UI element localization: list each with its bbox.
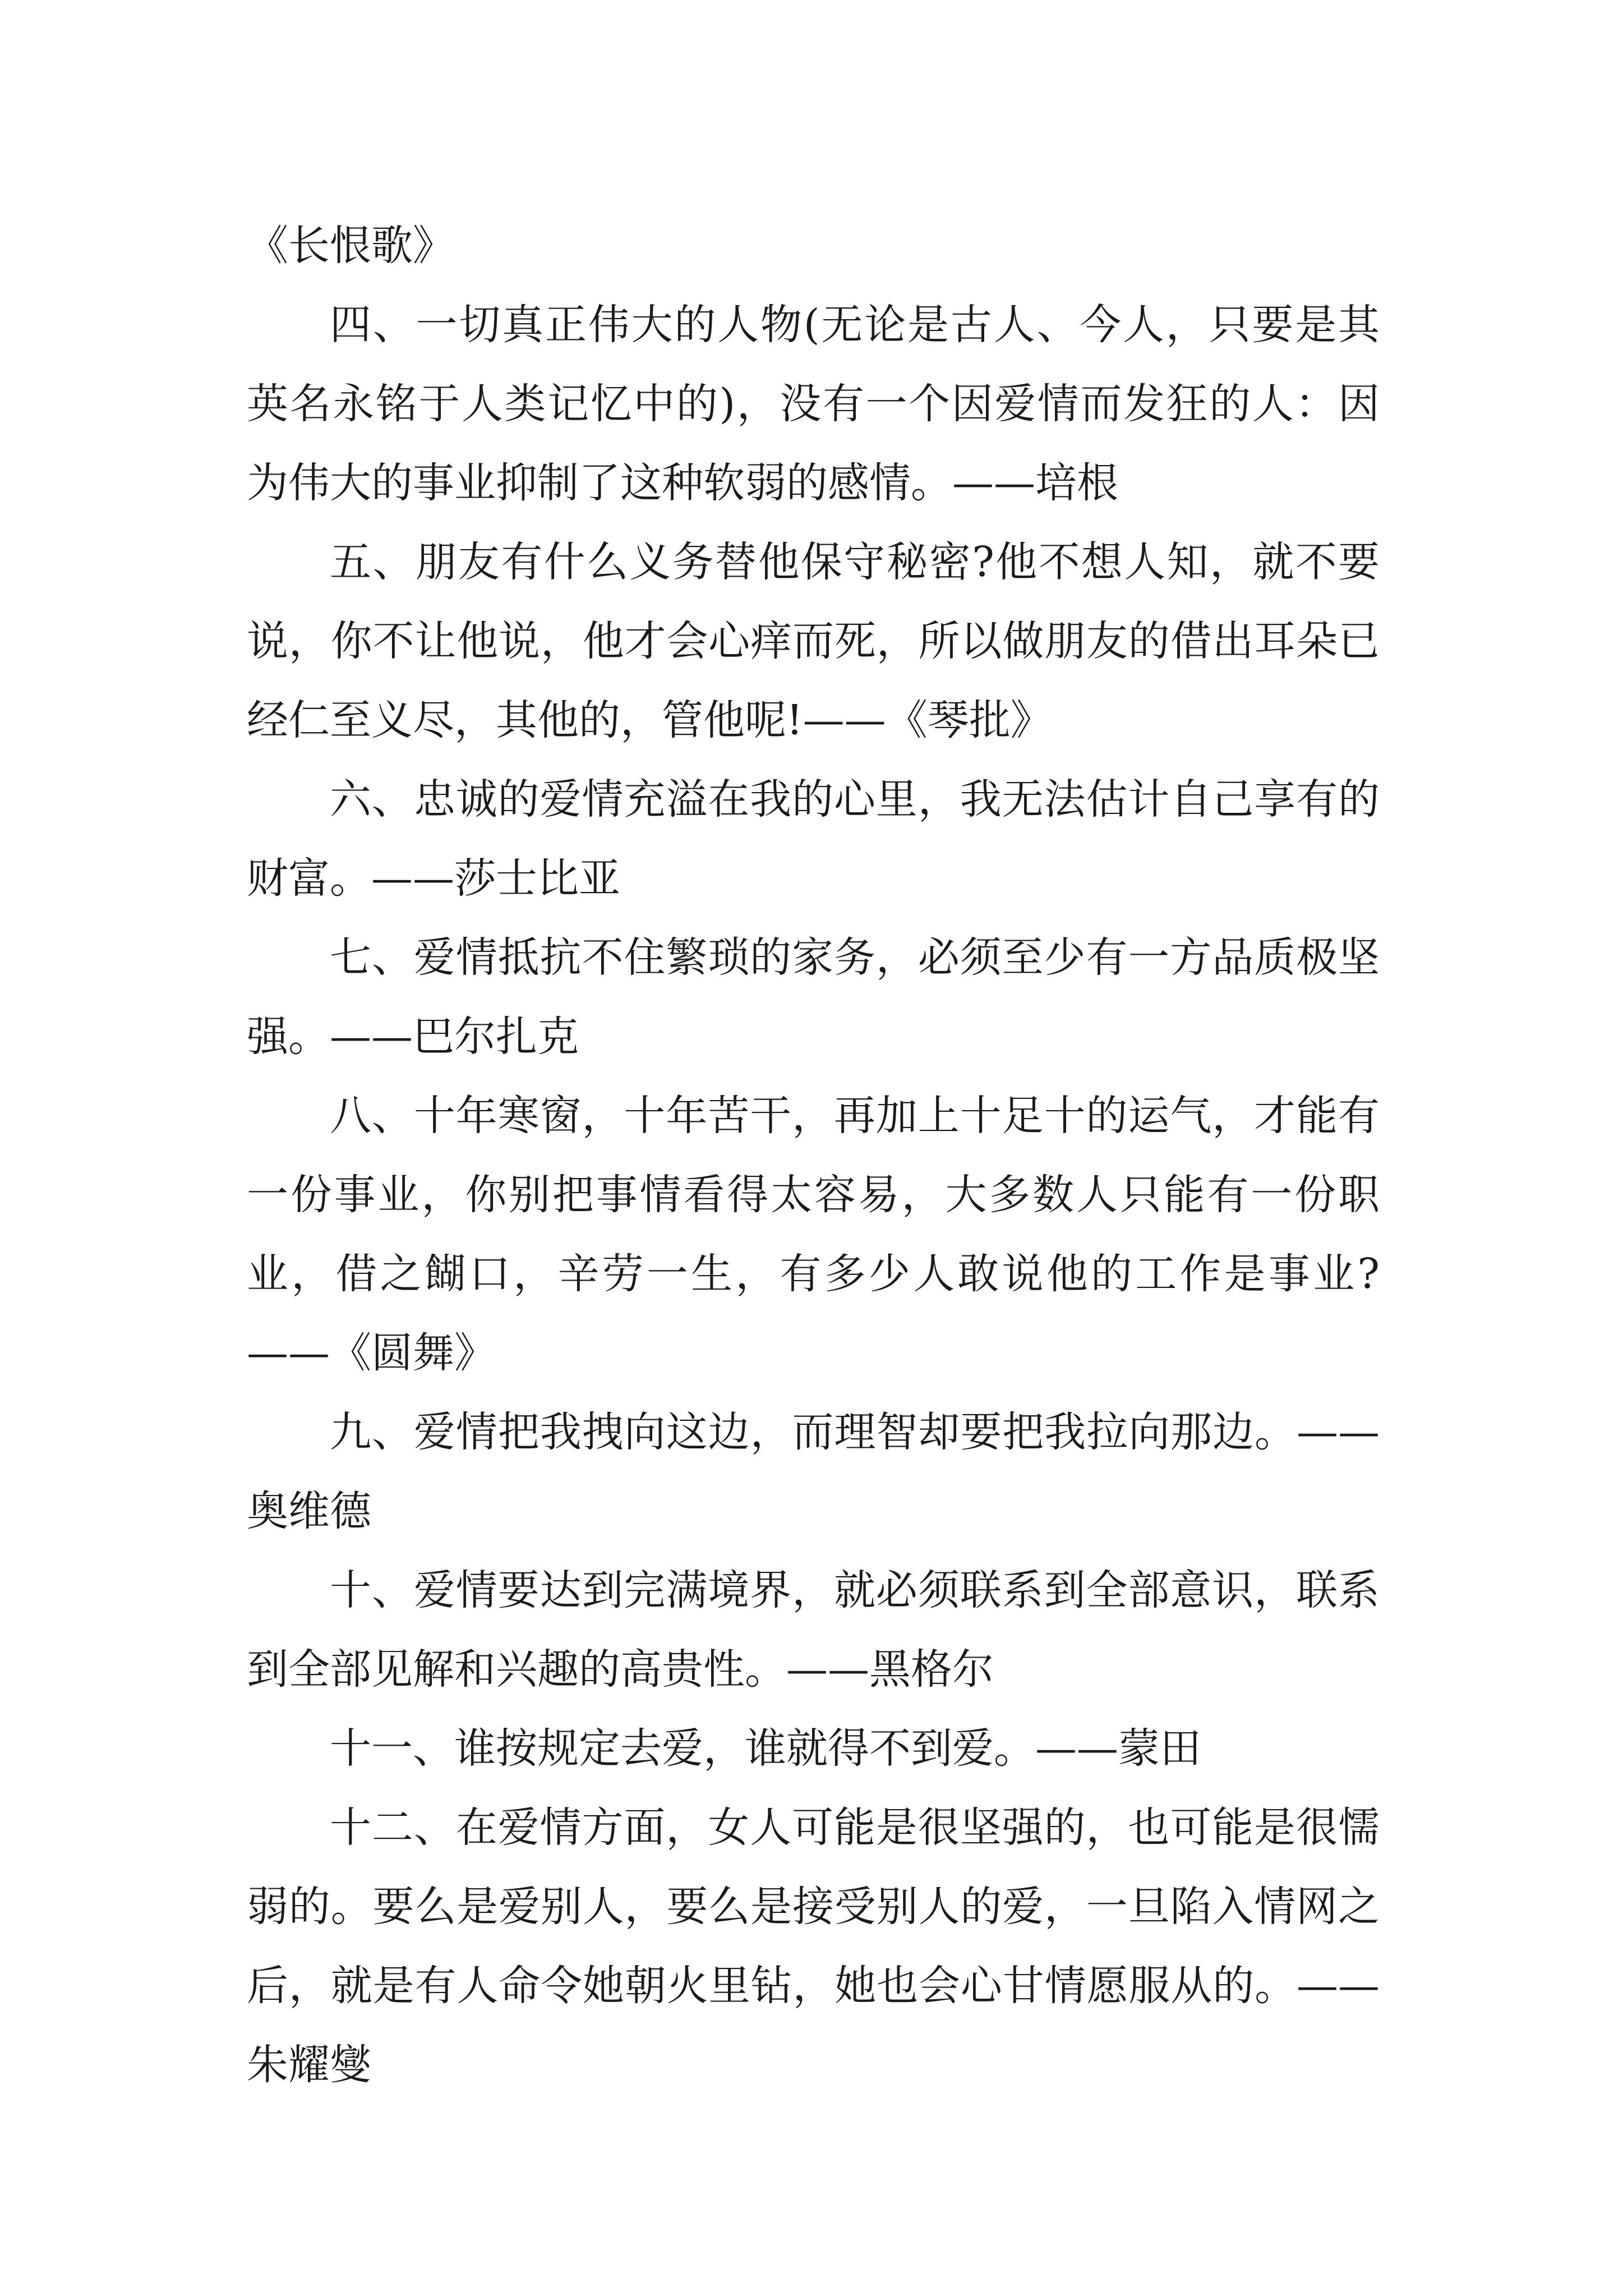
quote-paragraph-11: 十一、谁按规定去爱，谁就得不到爱。——蒙田 xyxy=(330,1724,1201,1773)
quote-paragraph-7: 七、爱情抵抗不住繁琐的家务，必须至少有一方品质极坚强。——巴尔扎克 xyxy=(247,933,1380,1061)
document-body xyxy=(247,206,1380,2105)
quote-paragraph-5: 五、朋友有什么义务替他保守秘密?他不想人知，就不要说，你不让他说，他才会心痒而死，所以做朋友的借出耳朵已经仁至义尽，其他的，管他呢!——《琴批》 xyxy=(247,538,1380,744)
quote-paragraph-12: 十二、在爱情方面，女人可能是很坚强的，也可能是很懦弱的。要么是爱别人，要么是接受别人的爱，一旦陷入情网之后，就是有人命令她朝火里钻，她也会心甘情愿服从的。——朱耀燮 xyxy=(247,1803,1380,2089)
quote-paragraph-6: 六、忠诚的爱情充溢在我的心里，我无法估计自己享有的财富。——莎士比亚 xyxy=(247,775,1380,903)
quote-paragraph-8: 八、十年寒窗，十年苦干，再加上十足十的运气，才能有一份事业，你别把事情看得太容易，大多数人只能有一份职业，借之餬口，辛劳一生，有多少人敢说他的工作是事业?——《圆舞》 xyxy=(247,1092,1380,1377)
poem-title-line: 《长恨歌》 xyxy=(247,222,454,270)
quote-paragraph-9: 九、爱情把我拽向这边，而理智却要把我拉向那边。——奥维德 xyxy=(247,1408,1380,1535)
quote-paragraph-10: 十、爱情要达到完满境界，就必须联系到全部意识，联系到全部见解和兴趣的高贵性。——黑格尔 xyxy=(247,1566,1380,1694)
quote-paragraph-4: 四、一切真正伟大的人物(无论是古人、今人，只要是其英名永铭于人类记忆中的)，没有一个因爱情而发狂的人：因为伟大的事业抑制了这种软弱的感情。——培根 xyxy=(247,301,1380,507)
